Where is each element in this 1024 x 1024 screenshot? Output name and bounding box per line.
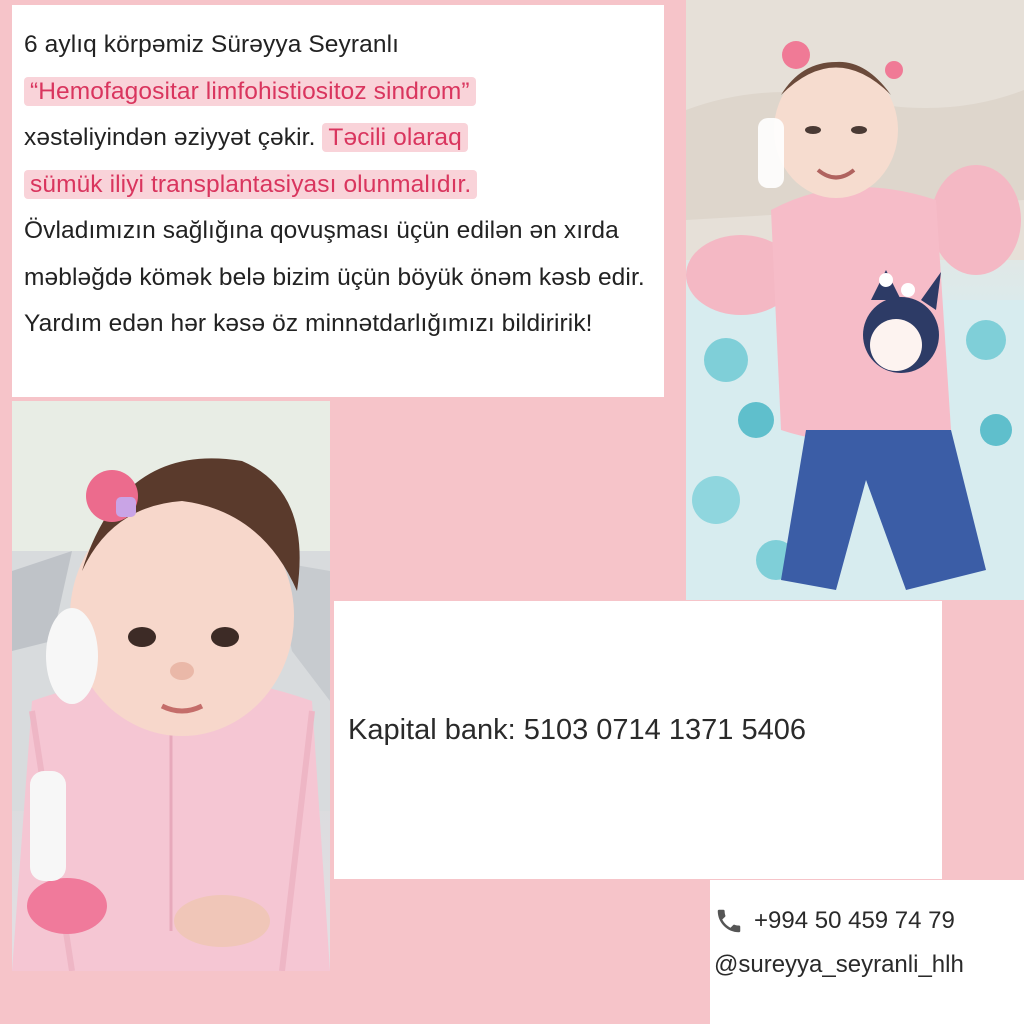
baby-photo-sitting: [12, 401, 330, 971]
urgent-highlight-2: sümük iliyi transplantasiyası olunmalıdır.: [24, 170, 477, 199]
story-line-3: xəstəliyindən əziyyət çəkir.: [24, 124, 316, 151]
urgent-highlight-1: Təcili olaraq: [322, 123, 467, 152]
story-line-1: 6 aylıq körpəmiz Sürəyya Seyranlı: [24, 31, 400, 58]
phone-number: +994 50 459 74 79: [754, 907, 955, 934]
phone-line: [714, 906, 955, 936]
baby-photo-sitting-illustration: [12, 401, 330, 971]
instagram-handle: @sureyya_seyranli_hlh: [714, 951, 964, 978]
appeal-text: Övladımızın sağlığına qovuşması üçün edilən ən xırda məbləğdə kömək belə bizim üçün böyük önəm kəsb edir. Yardım edən hər kəsə öz minnətdarlığımızı bildiririk!: [24, 217, 645, 337]
bank-account-text: Kapital bank: 5103 0714 1371 5406: [348, 714, 806, 746]
story-text: [24, 22, 664, 348]
baby-photo-lying-illustration: [686, 0, 1024, 600]
phone-icon: [714, 906, 744, 936]
diagnosis-highlight: “Hemofagositar limfohistiositoz sindrom”: [24, 77, 476, 106]
baby-photo-lying: [686, 0, 1024, 600]
